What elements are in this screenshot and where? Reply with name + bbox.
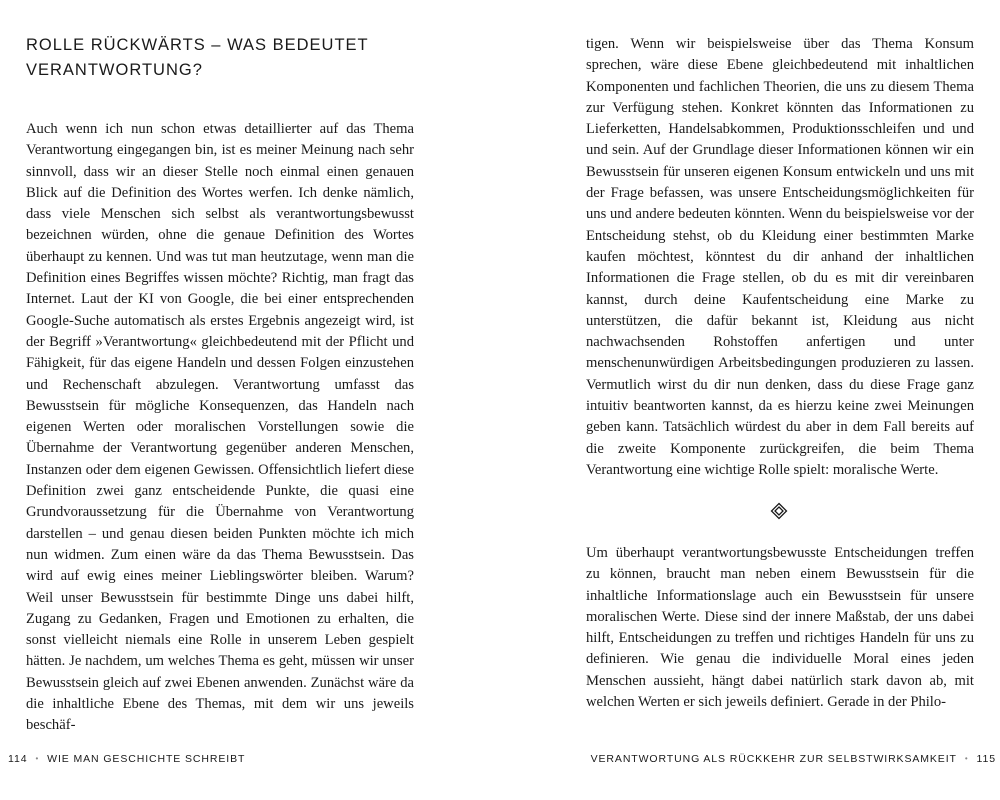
body-paragraph: tigen. Wenn wir beispielsweise über das Thema Konsum sprechen, wäre diese Ebene gleichbedeutend mit inhaltlichen Komponenten und fachlichen Theorien, die uns zu diesem Thema zur Verfügung stehen. Konkret könnten das Informationen zu Lieferketten, Handelsabkommen, Produktionsschleifen und und und sein. Auf der Grundlage dieser Informationen können wir ein Bewusstsein für unseren eigenen Konsum entwickeln und uns mit der Frage befassen, was unsere Entscheidungsmöglichkeiten für uns und andere bedeuten könnten. Wenn du beispielsweise vor der Entscheidung stehst, ob du Kleidung einer bestimmten Marke kaufen möchtest, könntest du dir anhand der inhaltlichen Informationen die Frage stellen, ob du es mit dir vereinbaren kannst, durch deine Kaufentscheidung eine Marke zu unterstützen, die dafür bekannt ist, Kleidung aus nicht nachwachsenden Rohstoffen anfertigen und unter menschenunwürdigen Arbeitsbedingungen produzieren zu lassen. Vermutlich wirst du dir nun denken, dass du diese Frage ganz intuitiv beantworten kannst, da es hierzu keine zwei Meinungen geben kann. Tatsächlich würdest du aber in dem Fall bereits auf die zweite Komponente zurückgreifen, die beim Thema Verantwortung eine wichtige Rolle spielt: moralische Werte. — [586, 36, 974, 478]
chapter-heading: ROLLE RÜCKWÄRTS – WAS BEDEUTET VERANTWORTUNG? — [26, 36, 369, 79]
footer-separator: • — [964, 754, 969, 763]
running-title: WIE MAN GESCHICHTE SCHREIBT — [47, 753, 246, 765]
footer-separator: • — [35, 754, 40, 763]
body-paragraph: Um überhaupt verantwortungsbewusste Entscheidungen treffen zu können, braucht man neben einem Bewusstsein für die inhaltliche Informationslage auch ein Bewusstsein für unsere moralischen Werte. Diese sind der innere Maßstab, der uns dabei hilft, Entscheidungen zu treffen und richtiges Handeln für uns zu definieren. Wie genau die individuelle Moral eines jeden Menschen aussieht, hängt dabei natürlich stark davon ab, mit welchen Werten er sich jeweils definiert. Gerade in der Philo- — [586, 545, 974, 711]
diamond-ornament-icon — [770, 502, 788, 520]
right-footer — [591, 753, 996, 765]
left-footer — [8, 753, 245, 765]
running-title: VERANTWORTUNG ALS RÜCKKEHR ZUR SELBSTWIRKSAMKEIT — [590, 753, 957, 765]
page-number: 115 — [976, 753, 996, 765]
body-paragraph: Auch wenn ich nun schon etwas detaillierter auf das Thema Verantwortung eingegangen bin, ist es meiner Meinung nach sehr sinnvoll, dass wir an dieser Stelle noch einmal einen genauen Blick auf die Definition des Wortes werfen. Ich denke nämlich, dass viele Menschen sich selbst als verantwortungsbewusst bezeichnen würden, ohne die genaue Definition des Wortes überhaupt zu kennen. Und was tut man heutzutage, wenn man die Definition eines Begriffes wissen möchte? Richtig, man fragt das Internet. Laut der KI von Google, die bei einer entsprechenden Google-Suche automatisch als erstes Ergebnis angezeigt wird, ist der Begriff »Verantwortung« gleichbedeutend mit der Pflicht und Fähigkeit, für das eigene Handeln und dessen Folgen einzustehen und Rechenschaft abzulegen. Verantwortung umfasst das Bewusstsein für mögliche Konsequenzen, das Handeln nach eigenen Werten oder moralischen Vorstellungen sowie die Übernahme der Verantwortung gegenüber anderen Menschen, Instanzen oder dem eigenen Gewissen. Offensichtlich liefert diese Definition zwei ganz entscheidende Punkte, die quasi eine Grundvoraussetzung für die Übernahme von Verantwortung darstellen – und genau diesen beiden Punkten möchte ich mich nun widmen. Zum einen wäre da das Thema Bewusstsein. Das wird auf ewig eines meiner Lieblingswörter bleiben. Warum? Weil unser Bewusstsein für bestimmte Dinge uns dabei hilft, Zugang zu Gedanken, Fragen und Emotionen zu erhalten, die sonst vielleicht niemals eine Rolle in unserem Leben gespielt hätten. Je nachdem, um welches Thema es geht, müssen wir unser Bewusstsein gleich auf zwei Ebenen anwenden. Zunächst wäre da die inhaltliche Ebene des Themas, mit dem wir uns jeweils beschäf- — [26, 121, 414, 734]
right-page — [500, 0, 1000, 800]
page-number: 114 — [8, 753, 28, 765]
